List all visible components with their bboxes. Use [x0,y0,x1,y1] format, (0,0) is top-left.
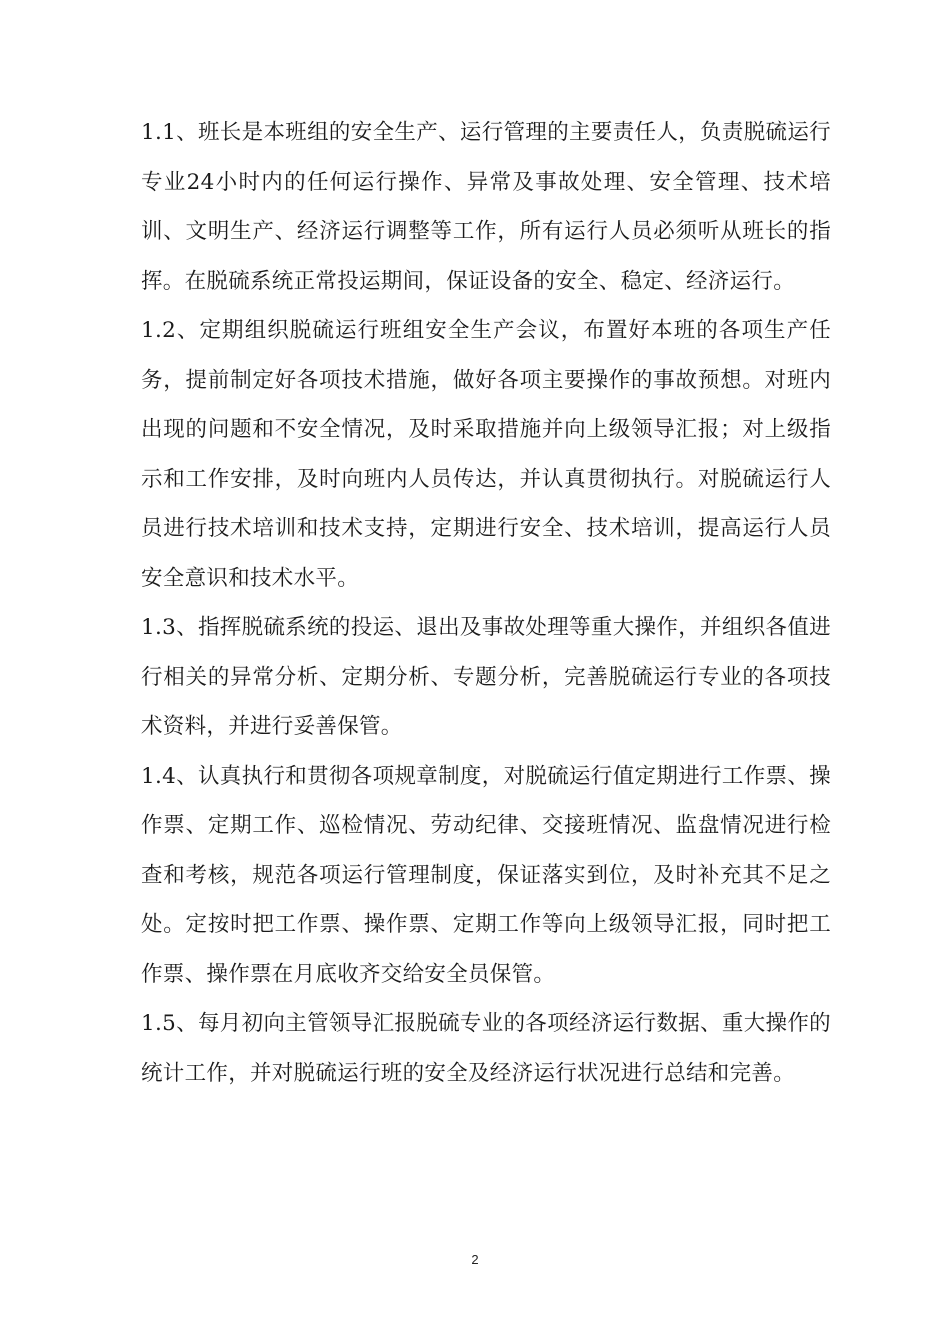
paragraph-1-2: 1.2、定期组织脱硫运行班组安全生产会议，布置好本班的各项生产任务，提前制定好各项技术措施，做好各项主要操作的事故预想。对班内出现的问题和不安全情况，及时采取措施并向上级领导汇报；对上级指示和工作安排，及时向班内人员传达，并认真贯彻执行。对脱硫运行人员进行技术培训和技术支持，定期进行安全、技术培训，提高运行人员安全意识和技术水平。 [141,318,831,591]
paragraph-1-3: 1.3、指挥脱硫系统的投运、退出及事故处理等重大操作，并组织各值进行相关的异常分析、定期分析、专题分析，完善脱硫运行专业的各项技术资料，并进行妥善保管。 [141,615,831,739]
paragraph-1-5: 1.5、每月初向主管领导汇报脱硫专业的各项经济运行数据、重大操作的统计工作，并对脱硫运行班的安全及经济运行状况进行总结和完善。 [141,1011,831,1086]
document-body [141,108,831,1098]
page-number: 2 [471,1252,479,1267]
paragraph-1-1: 1.1、班长是本班组的安全生产、运行管理的主要责任人，负责脱硫运行专业24小时内的任何运行操作、异常及事故处理、安全管理、技术培训、文明生产、经济运行调整等工作，所有运行人员必须听从班长的指挥。在脱硫系统正常投运期间，保证设备的安全、稳定、经济运行。 [141,120,831,294]
paragraph-1-4: 1.4、认真执行和贯彻各项规章制度，对脱硫运行值定期进行工作票、操作票、定期工作、巡检情况、劳动纪律、交接班情况、监盘情况进行检查和考核，规范各项运行管理制度，保证落实到位，及时补充其不足之处。定按时把工作票、操作票、定期工作等向上级领导汇报，同时把工作票、操作票在月底收齐交给安全员保管。 [141,763,831,987]
